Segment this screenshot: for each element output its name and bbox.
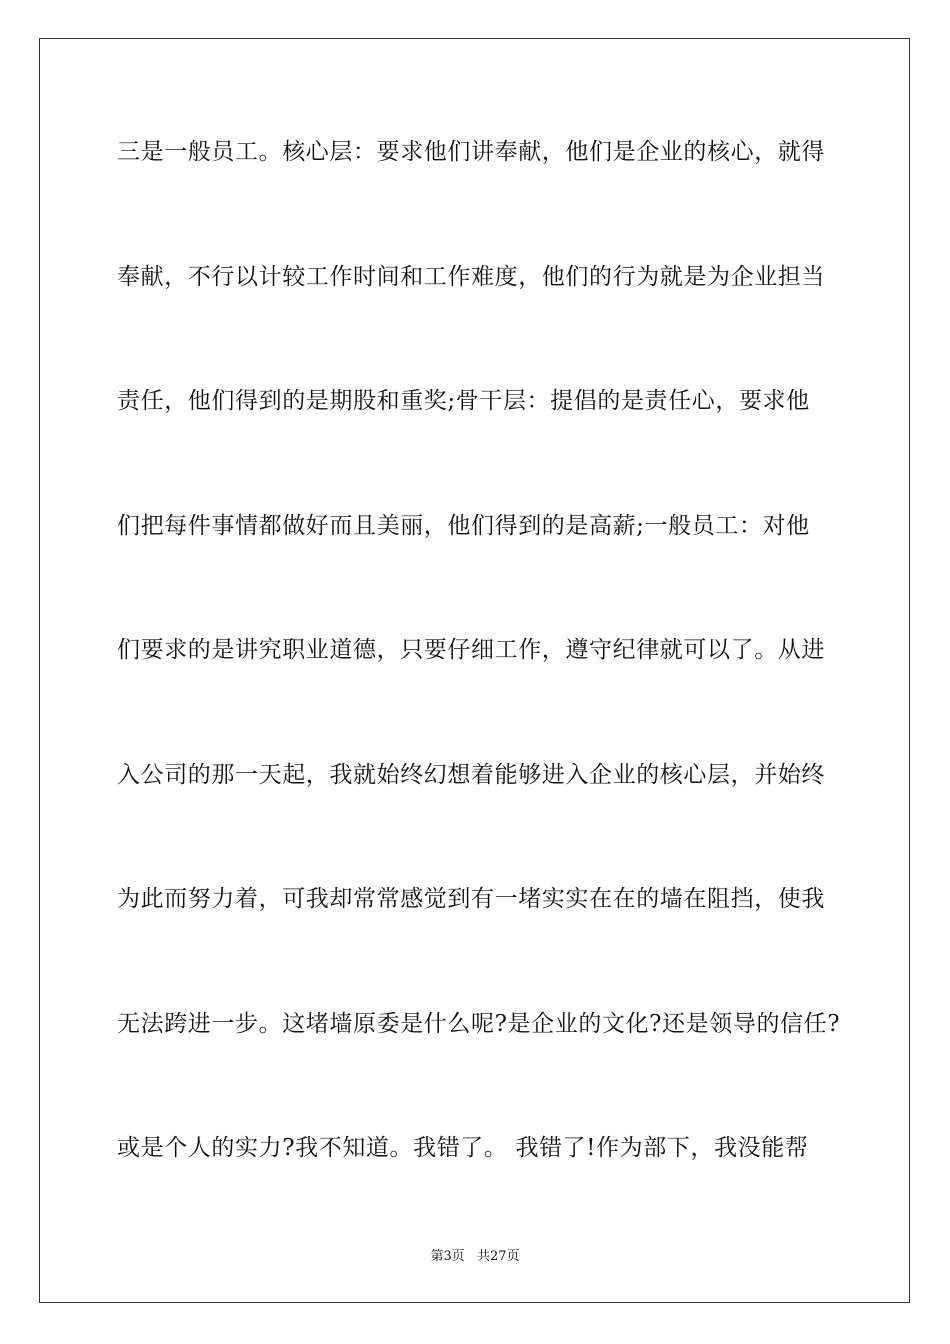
body-text-line: 入公司的那一天起，我就始终幻想着能够进入企业的核心层，并始终 xyxy=(117,762,825,788)
page-number: 第3页 xyxy=(430,1249,465,1264)
page-border xyxy=(39,38,910,1303)
body-text-line: 无法跨进一步。这堵墙原委是什么呢?是企业的文化?还是领导的信任? xyxy=(117,1011,841,1037)
body-text-line: 三是一般员工。核心层：要求他们讲奉献，他们是企业的核心，就得 xyxy=(117,139,825,165)
body-text-line: 责任，他们得到的是期股和重奖;骨干层：提倡的是责任心，要求他 xyxy=(117,388,810,414)
page-footer xyxy=(0,1248,950,1266)
body-text-line: 为此而努力着，可我却常常感觉到有一堵实实在在的墙在阻挡，使我 xyxy=(117,886,825,912)
body-text-line: 奉献，不行以计较工作时间和工作难度，他们的行为就是为企业担当 xyxy=(117,264,825,290)
page-total: 共27页 xyxy=(476,1249,520,1264)
body-text-line: 们要求的是讲究职业道德，只要仔细工作，遵守纪律就可以了。从进 xyxy=(117,637,825,663)
body-text-line: 或是个人的实力?我不知道。我错了。 我错了!作为部下，我没能帮 xyxy=(117,1135,809,1161)
body-text-line: 们把每件事情都做好而且美丽，他们得到的是高薪;一般员工：对他 xyxy=(117,513,810,539)
